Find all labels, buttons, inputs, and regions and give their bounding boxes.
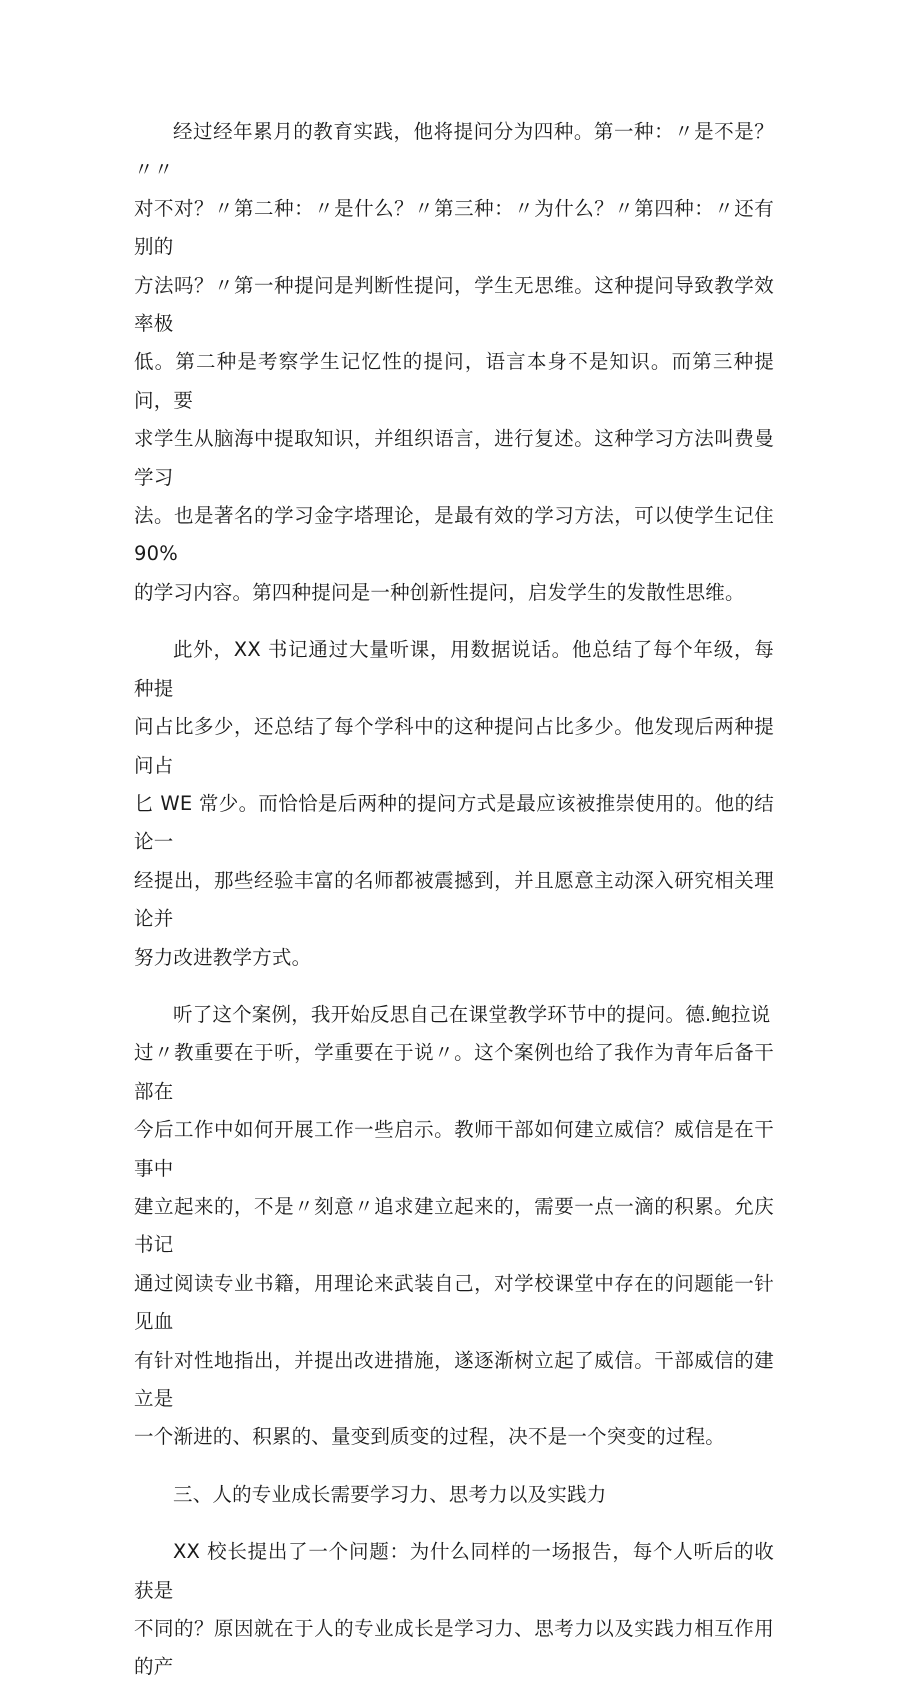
- paragraph-professional-growth: XX 校长提出了一个问题：为什么同样的一场报告，每个人听后的收获是 不同的？原因就在于人的专业成长是学习力、思考力以及实践力相互作用的产: [134, 1540, 774, 1679]
- section-heading: 三、人的专业成长需要学习力、思考力以及实践力: [173, 1482, 607, 1506]
- paragraph-reflection: 听了这个案例，我开始反思自己在课堂教学环节中的提问。德.鲍拉说 过〃教重要在于听，学重要在于说〃。这个案例也给了我作为青年后备干部在 今后工作中如何开展工作一些启示。教师干部如何建立威信？威信是在干事中 建立起来的，不是〃刻意〃追求建立起来的，需要一点一滴的积累。允庆书记 通过阅读专业书籍，用理论来武装自己，对学校课堂中存在的问题能一针见血 有针对性地指出，并提出改进措施，遂逐渐树立起了威信。干部威信的建立是 一个渐进的、积累的、量变到质变的过程，决不是一个突变的过程。: [134, 1002, 774, 1449]
- paragraph-data-analysis: 此外，XX 书记通过大量听课，用数据说话。他总结了每个年级，每种提 问占比多少，还总结了每个学科中的这种提问占比多少。他发现后两种提问占 匕 WE 常少。而恰恰是后两种的提问方式是最应该被推崇使用的。他的结论一 经提出，那些经验丰富的名师都被震撼到，并且愿意主动深入研究相关理论并 努力改进教学方式。: [134, 638, 774, 969]
- document-body: [134, 113, 774, 1687]
- paragraph-question-types: 经过经年累月的教育实践，他将提问分为四种。第一种：〃是不是？〃〃 对不对？〃第二种：〃是什么？〃第三种：〃为什么？〃第四种：〃还有别的 方法吗？〃第一种提问是判断性提问，学生无思维。这种提问导致教学效率极 低。第二种是考察学生记忆性的提问，语言本身不是知识。而第三种提问，要 求学生从脑海中提取知识，并组织语言，进行复述。这种学习方法叫费曼学习 法。也是著名的学习金字塔理论，是最有效的学习方法，可以使学生记住 90% 的学习内容。第四种提问是一种创新性提问，启发学生的发散性思维。: [134, 120, 774, 604]
